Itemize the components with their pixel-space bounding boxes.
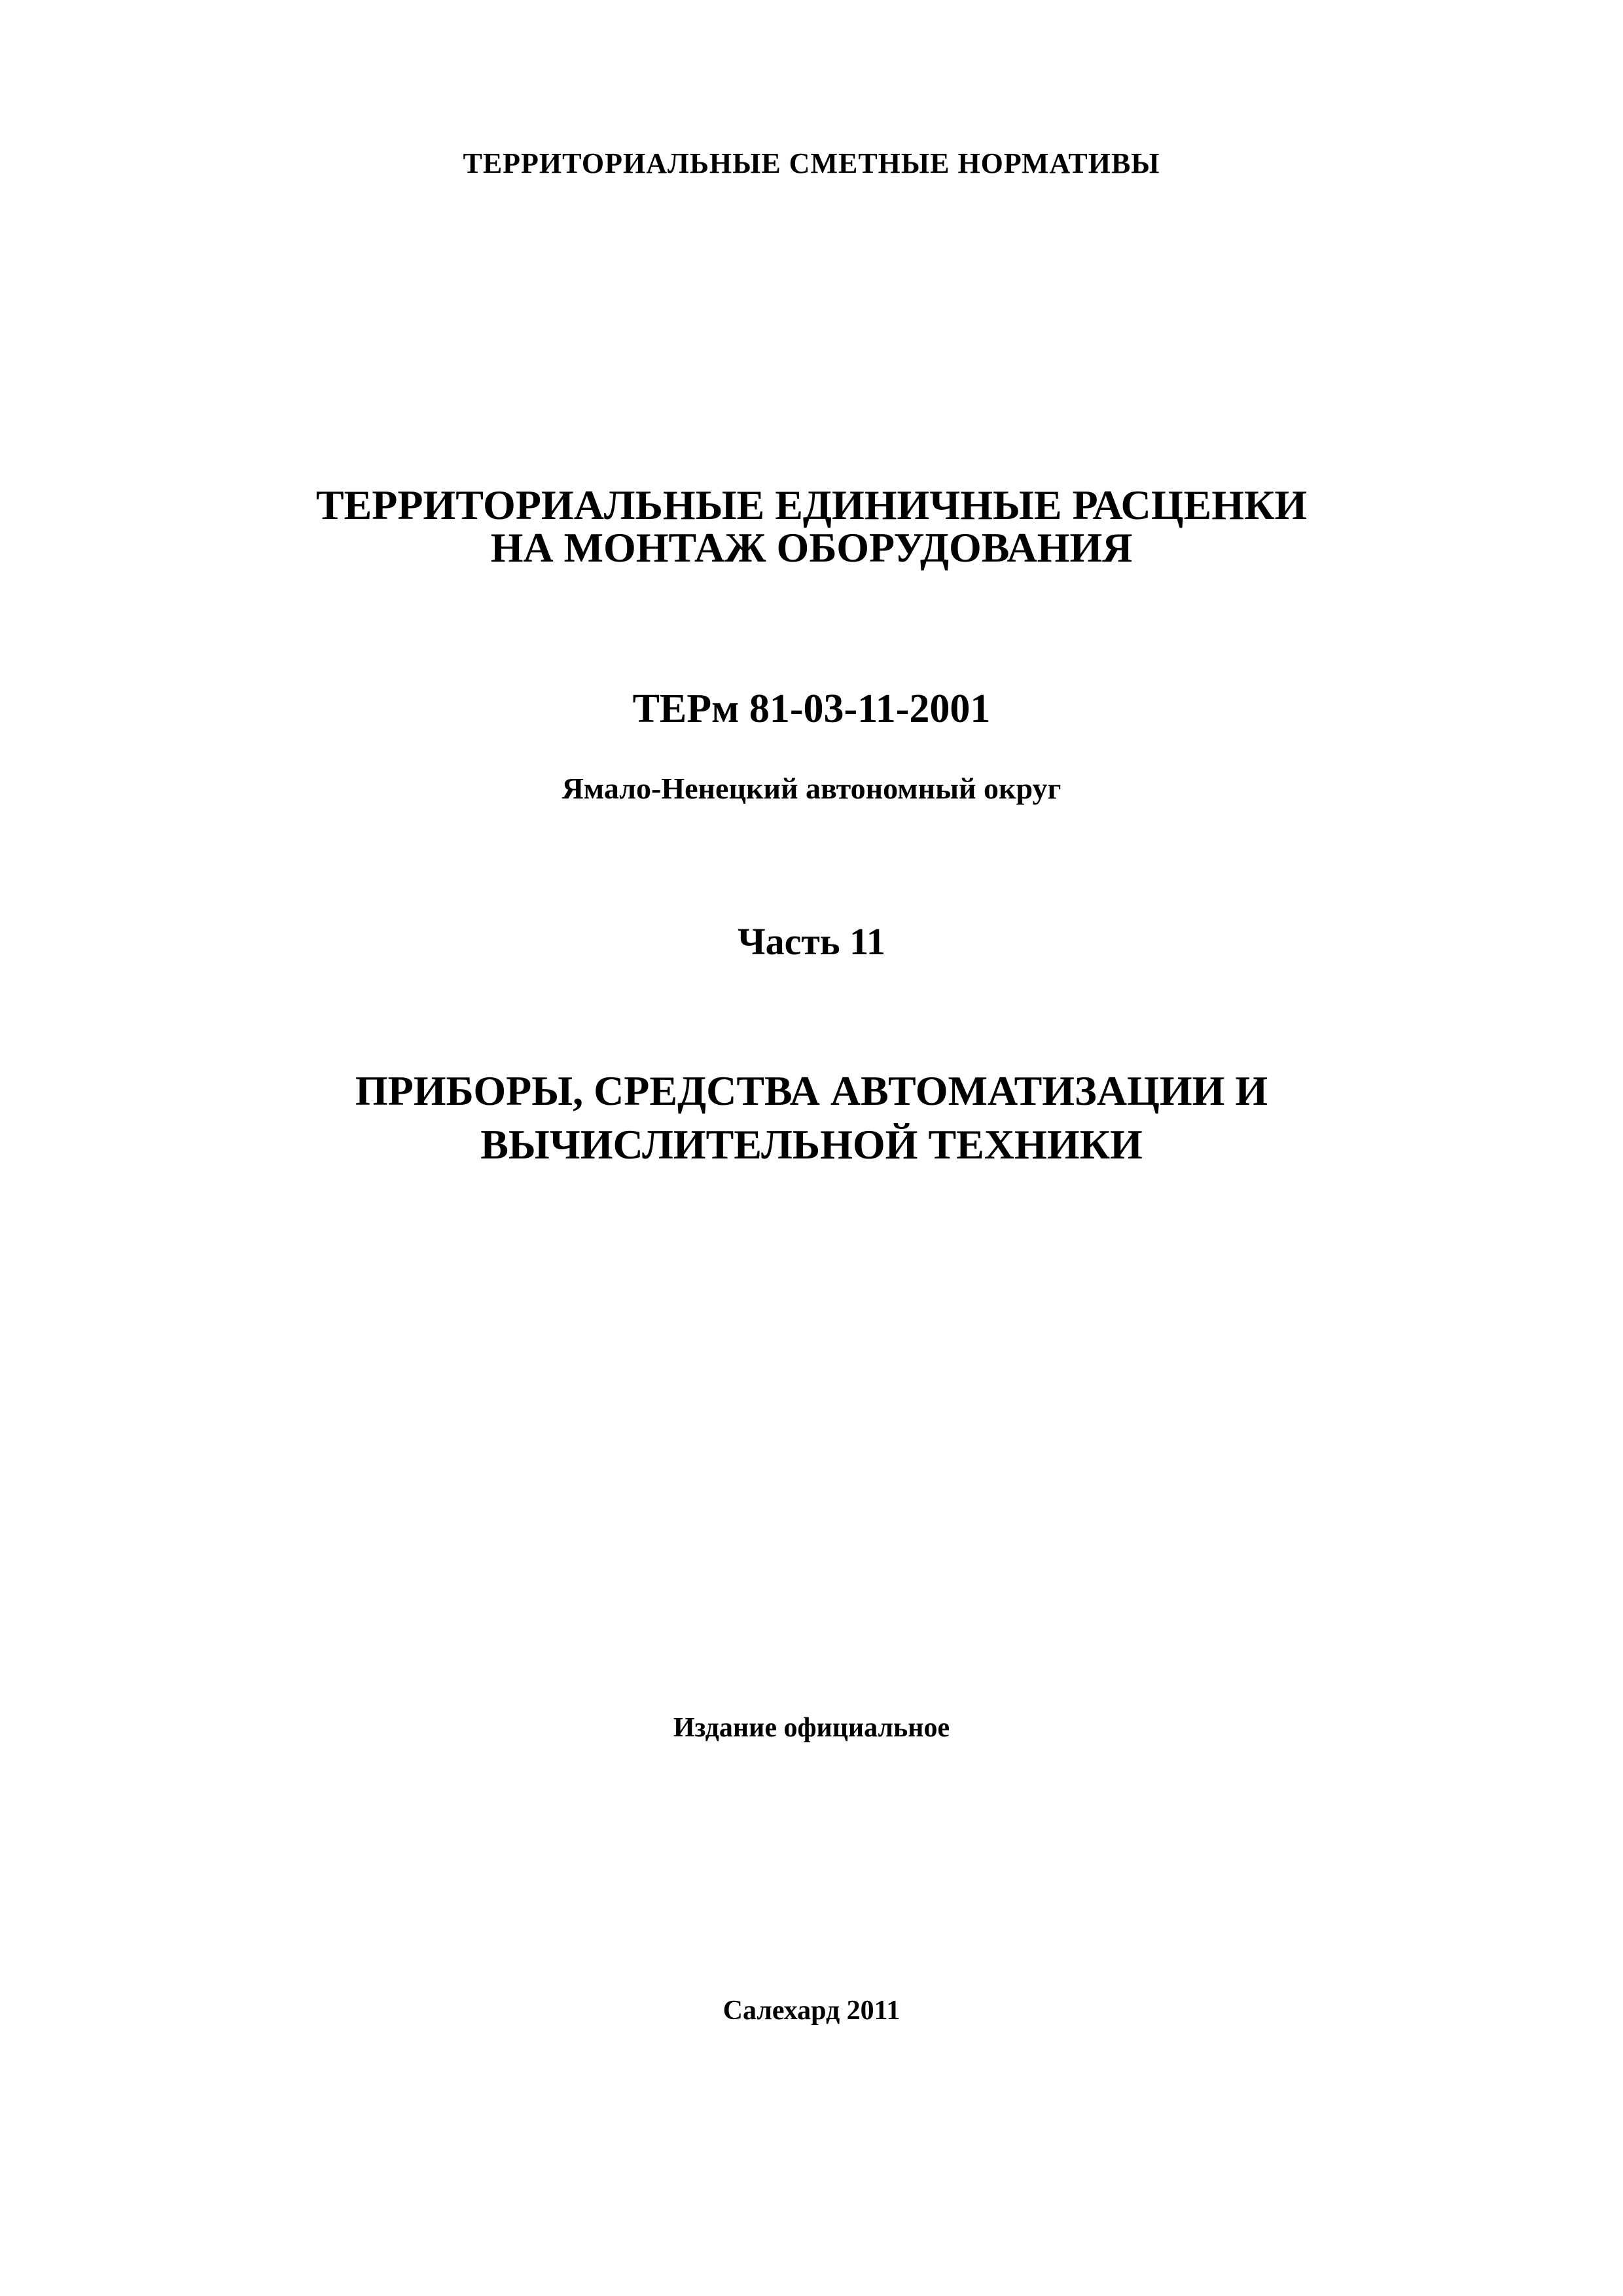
place-and-year: Салехард 2011 (722, 1996, 901, 2026)
section-title-line-1: ПРИБОРЫ, СРЕДСТВА АВТОМАТИЗАЦИИ И (355, 1067, 1268, 1114)
edition-note: Издание официальное (673, 1713, 950, 1743)
series-heading: ТЕРРИТОРИАЛЬНЫЕ СМЕТНЫЕ НОРМАТИВЫ (463, 147, 1160, 179)
main-title-line-2: НА МОНТАЖ ОБОРУДОВАНИЯ (490, 524, 1133, 571)
part-number: Часть 11 (738, 920, 885, 963)
region-name: Ямало-Ненецкий автономный округ (562, 772, 1061, 805)
document-code: ТЕРм 81-03-11-2001 (632, 687, 991, 731)
main-title-line-1: ТЕРРИТОРИАЛЬНЫЕ ЕДИНИЧНЫЕ РАСЦЕНКИ (315, 482, 1308, 528)
section-title-line-2: ВЫЧИСЛИТЕЛЬНОЙ ТЕХНИКИ (480, 1121, 1143, 1168)
